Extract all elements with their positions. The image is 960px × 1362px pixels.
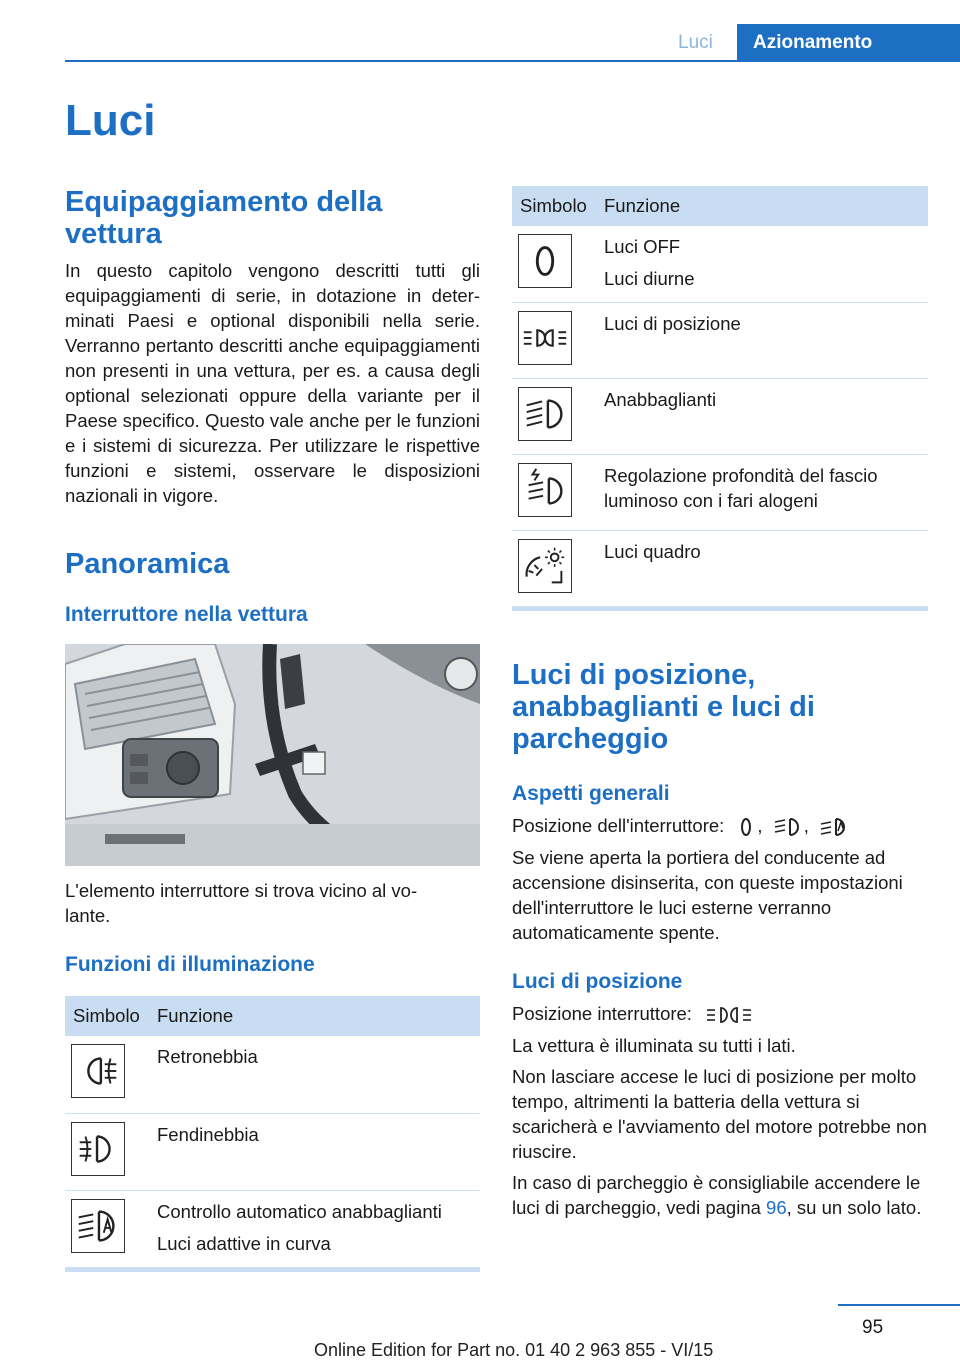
page-title: Luci — [65, 96, 156, 145]
rear-fog-light-icon — [71, 1044, 125, 1098]
table-row — [512, 530, 928, 606]
parking-light-icon — [703, 1003, 755, 1027]
heading-aspetti-generali: Aspetti generali — [512, 781, 670, 805]
parcheggio-text: In caso di parcheggio è consigliabile accendere le luci di parcheggio, vedi pagina — [512, 1171, 921, 1218]
switch-photo — [65, 644, 480, 866]
paragraph-equipaggiamento: In questo capitolo vengono descritti tutti gli equipaggiamenti di serie, in dotazione in determinati Paesi e optional disponibili nella serie. Verranno pertanto descritti anche equipaggiamenti non presenti in una vettura, per es. a causa degli optional selezionati oppure della variante per il Paese specifico. Questo vale anche per le funzioni e i sistemi di sicurezza. Per utilizzare le rispettive funzioni e sistemi, osservare le disposizioni nazionali in vigore. — [65, 260, 480, 506]
page-number: 95 — [862, 1317, 884, 1338]
function-label: Luci di posizione — [604, 312, 741, 334]
paragraph-parcheggio — [512, 1170, 928, 1220]
header-rule — [65, 60, 737, 62]
paragraph-posizione — [512, 813, 928, 839]
table-end-rule — [65, 1268, 480, 1272]
switch-caption: L'elemento interruttore si trova vicino al volante. — [65, 880, 418, 926]
paragraph-portiera: Se viene aperta la portiera del conducente ad accensione disinserita, con queste impostazioni dell'interruttore le luci esterne verranno automaticamente spente. — [512, 846, 903, 943]
page-link-96[interactable]: 96 — [766, 1196, 787, 1218]
auto-headlight-icon — [818, 815, 850, 839]
low-beam-icon — [772, 815, 804, 839]
low-beam-icon — [518, 387, 572, 441]
paragraph-illuminata: La vettura è illuminata su tutti i lati. — [512, 1034, 796, 1056]
headlight-range-icon — [518, 463, 572, 517]
lighting-functions-table — [65, 996, 480, 1268]
posizione-label: Posizione dell'interruttore: — [512, 814, 725, 836]
instrument-lighting-icon — [518, 539, 572, 593]
col-symbol-header: Simbolo — [65, 996, 157, 1036]
col-symbol-header: Simbolo — [512, 186, 604, 226]
heading-interruttore: Interruttore nella vettura — [65, 603, 308, 626]
col-function-header: Funzione — [157, 996, 480, 1036]
table-row — [512, 378, 928, 454]
table-header-row — [65, 996, 480, 1036]
dashboard-illustration — [65, 644, 480, 866]
function-label: Retronebbia — [157, 1046, 258, 1067]
table-row — [512, 454, 928, 530]
function-label: Luci quadro — [604, 540, 701, 562]
function-label: Luci adattive in curva — [157, 1232, 331, 1254]
posizione-interruttore-label: Posizione interruttore: — [512, 1002, 692, 1024]
lights-off-icon — [735, 815, 757, 839]
parking-light-icon — [518, 311, 572, 365]
front-fog-light-icon — [71, 1122, 125, 1176]
heading-funzioni: Funzioni di illuminazione — [65, 953, 315, 976]
paragraph-non-lasciare: Non lasciare accese le luci di posizione per molto tempo, altrimenti la batteria della vettura si scaricherà e l'avviamento del motore potrebbe non riuscire. — [512, 1065, 927, 1162]
table-row — [512, 226, 928, 302]
separator: , — [803, 814, 809, 836]
function-label: Luci OFF — [604, 236, 681, 257]
paragraph-posizione-interruttore — [512, 1001, 928, 1027]
table-row — [65, 1190, 480, 1267]
header-section: Luci — [678, 32, 713, 53]
right-column — [512, 186, 928, 1220]
heading-panoramica: Panoramica — [65, 548, 230, 580]
heading-luci-posizione-anabbaglianti: Luci di posizione, anabbaglianti e luci di parcheggio — [512, 658, 815, 755]
auto-headlight-icon — [71, 1199, 125, 1253]
switch-positions-table — [512, 186, 928, 607]
table-row — [65, 1113, 480, 1190]
online-edition: Online Edition for Part no. 01 40 2 963 855 - VI/15 — [314, 1340, 714, 1360]
function-label: Fendinebbia — [157, 1123, 259, 1145]
lights-off-icon — [518, 234, 572, 288]
heading-luci-posizione: Luci di posizione — [512, 969, 683, 993]
function-label: Regolazione profondità del fascio luminoso con i fari alogeni — [604, 464, 878, 511]
page-header — [0, 24, 960, 62]
header-tab: Azionamento — [737, 24, 960, 62]
function-label: Luci diurne — [604, 268, 695, 289]
col-function-header: Funzione — [604, 186, 928, 226]
table-header-row — [512, 186, 928, 226]
parcheggio-text-end: , su un solo lato. — [786, 1196, 922, 1218]
table-row — [512, 302, 928, 378]
footer-rule — [838, 1304, 960, 1306]
function-label: Controllo automatico anabbaglianti — [157, 1200, 442, 1222]
function-label: Anabbaglianti — [604, 388, 717, 410]
left-column — [65, 186, 480, 1272]
table-end-rule — [512, 607, 928, 611]
heading-equipaggiamento: Equipaggiamento della vettura — [65, 186, 383, 250]
table-row — [65, 1036, 480, 1113]
separator: , — [757, 814, 763, 836]
